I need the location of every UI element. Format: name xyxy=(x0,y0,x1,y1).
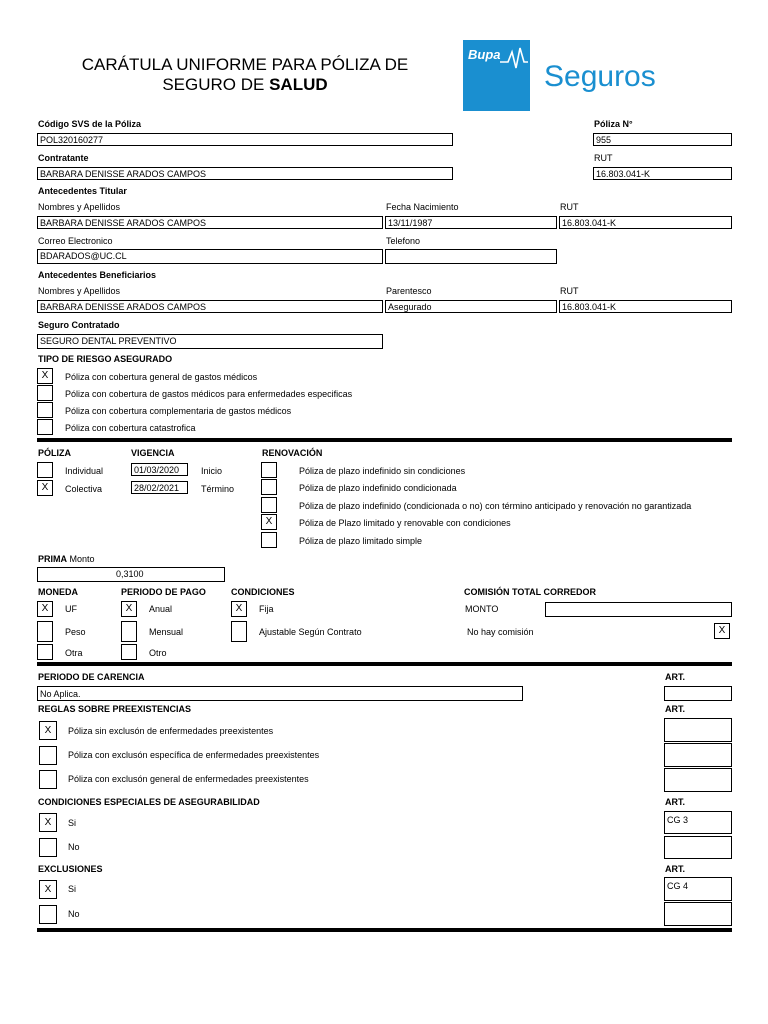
periodo-pago-option: Anual xyxy=(149,604,173,614)
vigencia-label: VIGENCIA xyxy=(131,448,175,458)
preexistencia-checkbox[interactable]: X xyxy=(39,721,57,740)
exclusiones-art-field[interactable] xyxy=(664,902,732,926)
moneda-checkbox[interactable] xyxy=(37,644,53,660)
renovacion-option: Póliza de plazo indefinido condicionada xyxy=(299,483,457,493)
vigencia-termino-label: Término xyxy=(201,484,235,494)
condiciones-checkbox[interactable]: X xyxy=(231,601,247,617)
moneda-option: Peso xyxy=(65,627,86,637)
parentesco-label: Parentesco xyxy=(386,286,432,296)
condiciones-especiales-option: No xyxy=(68,842,80,852)
exclusiones-label: EXCLUSIONES xyxy=(38,864,103,874)
preexistencia-checkbox[interactable] xyxy=(39,746,57,765)
exclusiones-checkbox[interactable]: X xyxy=(39,880,57,899)
preexistencia-option: Póliza sin exclusón de enfermedades preexistentes xyxy=(68,726,274,736)
title-line-2: SEGURO DE SALUD xyxy=(162,75,328,94)
poliza-tipo-label: PÓLIZA xyxy=(38,448,71,458)
parentesco-field[interactable]: Asegurado xyxy=(385,300,557,313)
titular-nombres-field[interactable]: BARBARA DENISSE ARADOS CAMPOS xyxy=(37,216,383,229)
comision-monto-label: MONTO xyxy=(465,604,499,614)
beneficiario-rut-label: RUT xyxy=(560,286,579,296)
codigo-label: Código SVS de la Póliza xyxy=(38,119,142,129)
renovacion-checkbox[interactable] xyxy=(261,462,277,478)
periodo-pago-checkbox[interactable] xyxy=(121,644,137,660)
poliza-number-field[interactable]: 955 xyxy=(593,133,732,146)
prima-monto-field[interactable]: 0,3100 xyxy=(37,567,225,582)
riesgo-checkbox[interactable]: X xyxy=(37,368,53,384)
condiciones-especiales-art-field[interactable]: CG 3 xyxy=(664,811,732,834)
riesgo-checkbox[interactable] xyxy=(37,385,53,401)
condiciones-especiales-label: CONDICIONES ESPECIALES DE ASEGURABILIDAD xyxy=(38,797,260,807)
exclusiones-art-label: ART. xyxy=(665,864,685,874)
poliza-tipo-checkbox[interactable]: X xyxy=(37,480,53,496)
periodo-pago-option: Mensual xyxy=(149,627,184,637)
renovacion-checkbox[interactable] xyxy=(261,532,277,548)
preexistencia-option: Póliza con exclusón específica de enfermedades preexistentes xyxy=(68,750,320,760)
no-hay-comision-checkbox[interactable]: X xyxy=(714,623,730,639)
poliza-tipo-checkbox[interactable] xyxy=(37,462,53,478)
carencia-art-field[interactable] xyxy=(664,686,732,701)
riesgo-checkbox[interactable] xyxy=(37,402,53,418)
comision-label: COMISIÓN TOTAL CORREDOR xyxy=(464,587,597,597)
no-hay-comision-label: No hay comisión xyxy=(467,627,534,637)
moneda-option: UF xyxy=(65,604,77,614)
contratante-rut-label: RUT xyxy=(594,153,613,163)
preexistencias-label: REGLAS SOBRE PREEXISTENCIAS xyxy=(38,704,192,714)
moneda-label: MONEDA xyxy=(38,587,78,597)
contratante-field[interactable]: BARBARA DENISSE ARADOS CAMPOS xyxy=(37,167,453,180)
condiciones-label: CONDICIONES xyxy=(231,587,295,597)
titular-rut-field[interactable]: 16.803.041-K xyxy=(559,216,732,229)
contratante-rut-field[interactable]: 16.803.041-K xyxy=(593,167,732,180)
heartbeat-icon xyxy=(500,44,528,70)
titular-nombres-label: Nombres y Apellidos xyxy=(38,202,121,212)
moneda-option: Otra xyxy=(65,648,83,658)
riesgo-option-label: Póliza con cobertura complementaria de gastos médicos xyxy=(65,406,292,416)
exclusiones-checkbox[interactable] xyxy=(39,905,57,924)
titular-fecha-field[interactable]: 13/11/1987 xyxy=(385,216,557,229)
preexistencia-art-field[interactable] xyxy=(664,743,732,767)
vigencia-inicio-label: Inicio xyxy=(201,466,223,476)
section-divider xyxy=(37,928,732,932)
preexistencia-checkbox[interactable] xyxy=(39,770,57,789)
carencia-field[interactable]: No Aplica. xyxy=(37,686,523,701)
renovacion-checkbox[interactable]: X xyxy=(261,514,277,530)
condiciones-checkbox[interactable] xyxy=(231,621,247,642)
preexistencias-art-label: ART. xyxy=(665,704,685,714)
comision-monto-field[interactable] xyxy=(545,602,732,617)
renovacion-checkbox[interactable] xyxy=(261,479,277,495)
beneficiarios-section-label: Antecedentes Beneficiarios xyxy=(38,270,157,280)
beneficiario-nombres-field[interactable]: BARBARA DENISSE ARADOS CAMPOS xyxy=(37,300,383,313)
correo-field[interactable]: BDARADOS@UC.CL xyxy=(37,249,383,264)
riesgo-option-label: Póliza con cobertura general de gastos médicos xyxy=(65,372,258,382)
document-title xyxy=(50,55,440,95)
preexistencia-option: Póliza con exclusón general de enfermedades preexistentes xyxy=(68,774,309,784)
seguro-label: Seguro Contratado xyxy=(38,320,120,330)
periodo-pago-checkbox[interactable]: X xyxy=(121,601,137,617)
renovacion-label: RENOVACIÓN xyxy=(262,448,323,458)
title-bold-word: SALUD xyxy=(269,75,328,94)
condiciones-option: Fija xyxy=(259,604,274,614)
condiciones-especiales-checkbox[interactable] xyxy=(39,838,57,857)
title-line-1: CARÁTULA UNIFORME PARA PÓLIZA DE xyxy=(81,55,409,74)
vigencia-inicio-field[interactable]: 01/03/2020 xyxy=(131,463,188,476)
poliza-number-label: Póliza N° xyxy=(594,119,633,129)
beneficiario-rut-field[interactable]: 16.803.041-K xyxy=(559,300,732,313)
beneficiario-nombres-label: Nombres y Apellidos xyxy=(38,286,121,296)
carencia-label: PERIODO DE CARENCIA xyxy=(38,672,145,682)
titular-fecha-label: Fecha Nacimiento xyxy=(386,202,459,212)
prima-label: PRIMA Monto xyxy=(38,554,95,564)
poliza-tipo-option: Individual xyxy=(65,466,104,476)
telefono-field[interactable] xyxy=(385,249,557,264)
periodo-pago-option: Otro xyxy=(149,648,167,658)
preexistencia-art-field[interactable] xyxy=(664,718,732,742)
telefono-label: Telefono xyxy=(386,236,421,246)
periodo-pago-checkbox[interactable] xyxy=(121,621,137,642)
tipo-riesgo-label: TIPO DE RIESGO ASEGURADO xyxy=(38,354,173,364)
correo-label: Correo Electronico xyxy=(38,236,113,246)
exclusiones-option: Si xyxy=(68,884,77,894)
renovacion-option: Póliza de plazo indefinido sin condiciones xyxy=(299,466,466,476)
seguro-field[interactable]: SEGURO DENTAL PREVENTIVO xyxy=(37,334,383,349)
seguros-logo-text: Seguros xyxy=(544,60,656,93)
exclusiones-option: No xyxy=(68,909,80,919)
renovacion-option: Póliza de plazo limitado simple xyxy=(299,536,423,546)
vigencia-termino-field[interactable]: 28/02/2021 xyxy=(131,481,188,494)
riesgo-checkbox[interactable] xyxy=(37,419,53,435)
moneda-checkbox[interactable]: X xyxy=(37,601,53,617)
contratante-label: Contratante xyxy=(38,153,89,163)
condiciones-especiales-art-label: ART. xyxy=(665,797,685,807)
renovacion-checkbox[interactable] xyxy=(261,497,277,513)
condiciones-especiales-option: Si xyxy=(68,818,77,828)
bupa-logo-text: Bupa xyxy=(468,47,501,62)
renovacion-option: Póliza de plazo indefinido (condicionada o no) con término anticipado y renovación no garantizada xyxy=(299,501,692,511)
moneda-checkbox[interactable] xyxy=(37,621,53,642)
renovacion-option: Póliza de Plazo limitado y renovable con condiciones xyxy=(299,518,511,528)
section-divider xyxy=(37,438,732,442)
carencia-art-label: ART. xyxy=(665,672,685,682)
condiciones-option: Ajustable Según Contrato xyxy=(259,627,362,637)
condiciones-especiales-checkbox[interactable]: X xyxy=(39,813,57,832)
titular-rut-label: RUT xyxy=(560,202,579,212)
riesgo-option-label: Póliza con cobertura de gastos médicos para enfermedades especificas xyxy=(65,389,353,399)
codigo-field[interactable]: POL320160277 xyxy=(37,133,453,146)
exclusiones-art-field[interactable]: CG 4 xyxy=(664,877,732,901)
poliza-tipo-option: Colectiva xyxy=(65,484,103,494)
periodo-pago-label: PERIODO DE PAGO xyxy=(121,587,206,597)
section-divider xyxy=(37,662,732,666)
condiciones-especiales-art-field[interactable] xyxy=(664,836,732,859)
preexistencia-art-field[interactable] xyxy=(664,768,732,792)
titular-section-label: Antecedentes Titular xyxy=(38,186,127,196)
riesgo-option-label: Póliza con cobertura catastrofica xyxy=(65,423,196,433)
